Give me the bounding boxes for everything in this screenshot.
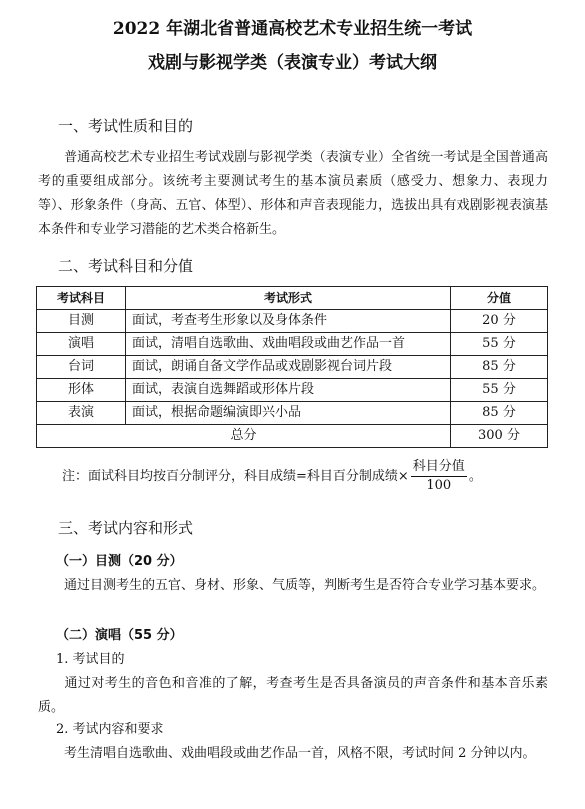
note-suffix: 。 [468, 468, 482, 484]
cell-total-score: 300 分 [451, 425, 548, 448]
table-row [37, 379, 548, 402]
cell-subject: 目测 [37, 310, 126, 333]
cell-form: 面试，表演自选舞蹈或形体片段 [126, 379, 451, 402]
table-row [37, 356, 548, 379]
section-heading-subjects-scores: 二、考试科目和分值 [58, 257, 194, 275]
section-heading-content-form: 三、考试内容和形式 [58, 519, 194, 537]
subsection-heading-singing: （二）演唱（55 分） [56, 628, 183, 643]
cell-subject: 演唱 [37, 333, 126, 356]
column-header-score: 分值 [451, 287, 548, 310]
cell-form: 面试，考查考生形象以及身体条件 [126, 310, 451, 333]
cell-subject: 形体 [37, 379, 126, 402]
item-paragraph-exam-purpose [38, 672, 548, 720]
paragraph-text: 通过目测考生的五官、身材、形象、气质等，判断考生是否符合专业学习基本要求。 [64, 578, 546, 593]
score-fraction [411, 458, 467, 495]
cell-score: 85 分 [451, 356, 548, 379]
cell-form: 面试，清唱自选歌曲、戏曲唱段或曲艺作品一首 [126, 333, 451, 356]
fraction-denominator: 100 [426, 478, 452, 493]
fraction-numerator: 科目分值 [411, 458, 467, 477]
cell-total-label: 总分 [37, 425, 451, 448]
section-paragraph-nature-purpose [38, 146, 548, 242]
table-total-row [37, 425, 548, 448]
scoring-note [62, 458, 482, 495]
item-paragraph-exam-content [38, 742, 548, 766]
paragraph-text: 普通高校艺术专业招生考试戏剧与影视学类（表演专业）全省统一考试是全国普通高考的重要组成部分。该统考主要测试考生的基本演员素质（感受力、想象力、表现力等）、形象条件（身高、五官、体型）、形体和声音表现能力，选拔出具有戏剧影视表演基本条件和专业学习潜能的艺术类合格新生。 [38, 150, 548, 237]
document-title-line2: 戏剧与影视学类（表演专业）考试大纲 [148, 53, 437, 73]
cell-score: 55 分 [451, 379, 548, 402]
table-row [37, 333, 548, 356]
section-heading-nature-purpose: 一、考试性质和目的 [58, 117, 194, 135]
column-header-form: 考试形式 [126, 287, 451, 310]
paragraph-text: 考生清唱自选歌曲、戏曲唱段或曲艺作品一首，风格不限，考试时间 2 分钟以内。 [64, 746, 536, 761]
table-row [37, 402, 548, 425]
cell-subject: 表演 [37, 402, 126, 425]
cell-form: 面试，根据命题编演即兴小品 [126, 402, 451, 425]
item-label-exam-content: 2. 考试内容和要求 [56, 722, 164, 737]
subsection-paragraph-visual-test [38, 574, 548, 598]
column-header-subject: 考试科目 [37, 287, 126, 310]
subsection-heading-visual-test: （一）目测（20 分） [56, 554, 183, 569]
table-row [37, 310, 548, 333]
table-header-row [37, 287, 548, 310]
cell-score: 85 分 [451, 402, 548, 425]
document-title-line1: 2022 年湖北省普通高校艺术专业招生统一考试 [112, 19, 473, 39]
paragraph-text: 通过对考生的音色和音准的了解，考查考生是否具备演员的声音条件和基本音乐素质。 [38, 676, 548, 715]
cell-score: 20 分 [451, 310, 548, 333]
cell-subject: 台词 [37, 356, 126, 379]
note-prefix: 注：面试科目均按百分制评分，科目成绩=科目百分制成绩× [62, 468, 409, 484]
item-label-exam-purpose: 1. 考试目的 [56, 652, 125, 667]
cell-form: 面试，朗诵自备文学作品或戏剧影视台词片段 [126, 356, 451, 379]
subjects-score-table [36, 286, 548, 448]
cell-score: 55 分 [451, 333, 548, 356]
